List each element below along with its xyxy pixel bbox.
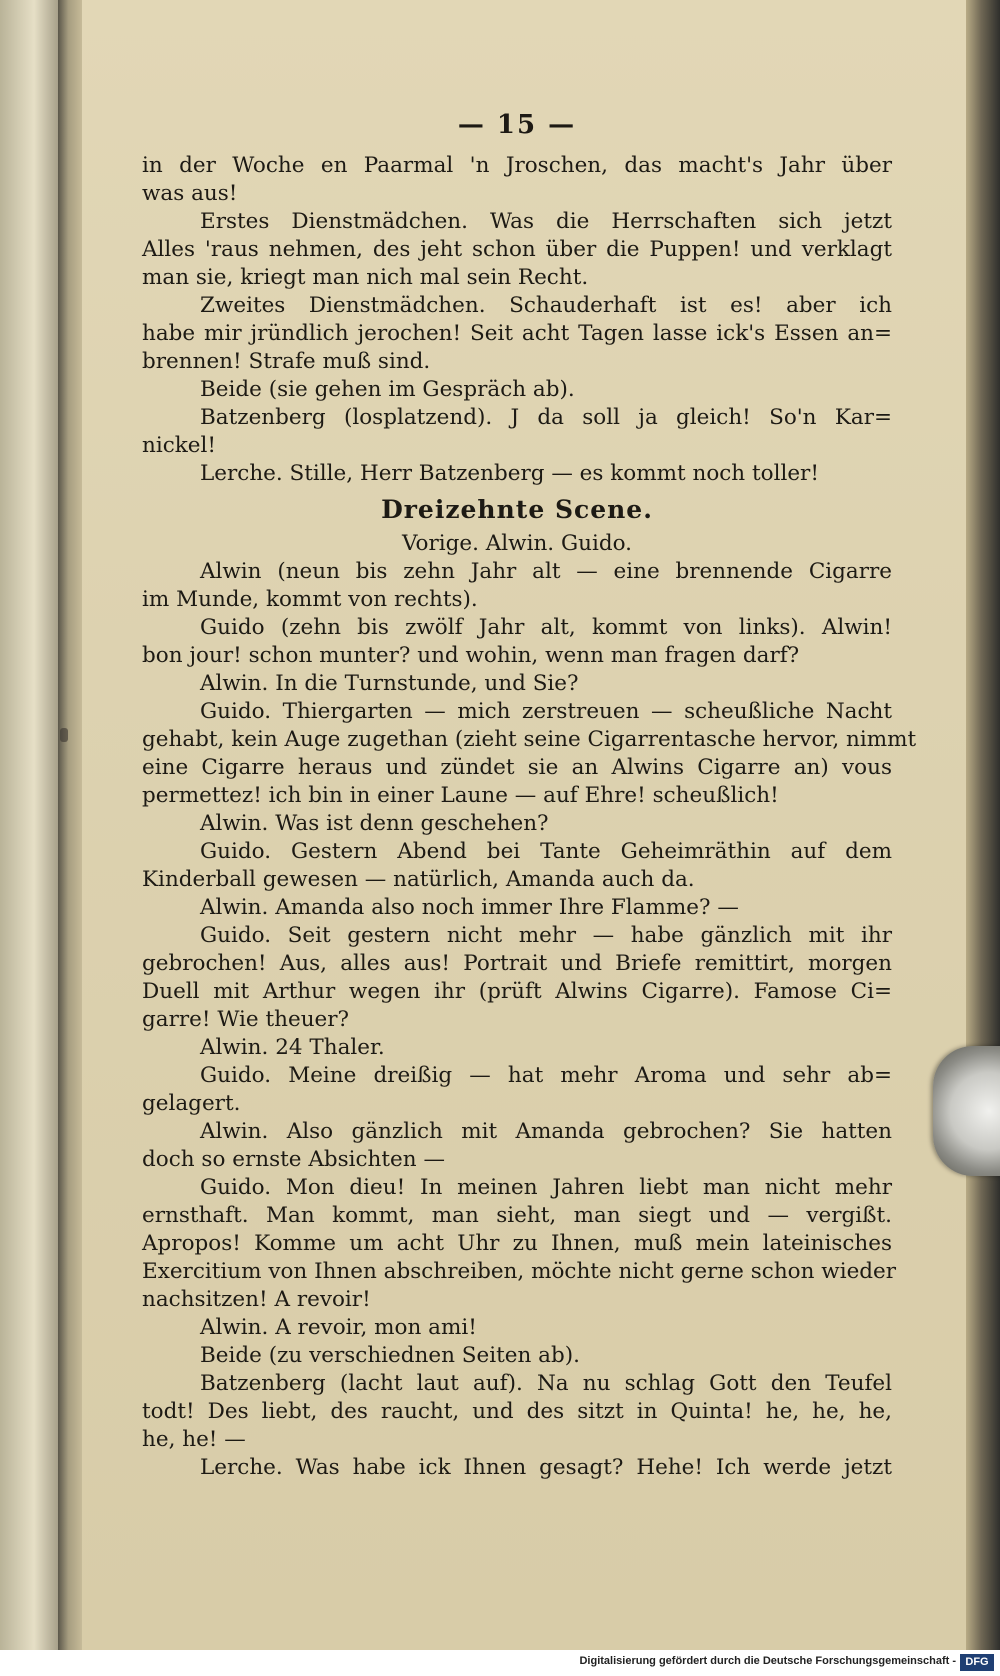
text-line: Guido. Thiergarten — mich zerstreuen — scheußliche Nacht (200, 699, 892, 724)
text-line: Apropos! Komme um acht Uhr zu Ihnen, muß mein lateinisches (142, 1231, 892, 1256)
text-line: im Munde, kommt von rechts). (142, 587, 478, 612)
text-line: Alwin. A revoir, mon ami! (200, 1315, 477, 1340)
text-line: Lerche. Was habe ick Ihnen gesagt? Hehe! Ich werde jetzt (200, 1455, 892, 1480)
text-line: Guido. Seit gestern nicht mehr — habe gänzlich mit ihr (200, 923, 892, 948)
text-line: he, he! — (142, 1427, 246, 1452)
text-block-before-scene (142, 152, 892, 488)
text-line: Guido. Mon dieu! In meinen Jahren liebt man nicht mehr (200, 1175, 892, 1200)
text-line: Duell mit Arthur wegen ihr (prüft Alwins Cigarre). Famose Ci= (142, 979, 892, 1004)
page-edge-shadow (966, 0, 1000, 1650)
scene-heading: Dreizehnte Scene. (381, 495, 653, 524)
book-gutter (58, 0, 84, 1650)
text-line: habe mir jründlich jerochen! Seit acht Tagen lasse ick's Essen an= (142, 321, 892, 346)
text-line: todt! Des liebt, des raucht, und des sitzt in Quinta! he, he, he, (142, 1399, 892, 1424)
page-clip (933, 1046, 1000, 1176)
text-line: gehabt, kein Auge zugethan (zieht seine Cigarrentasche hervor, nimmt (142, 727, 917, 752)
text-line: Alwin. In die Turnstunde, und Sie? (200, 671, 579, 696)
text-line: Beide (sie gehen im Gespräch ab). (200, 377, 575, 402)
page-text (142, 102, 917, 1482)
text-line: garre! Wie theuer? (142, 1007, 350, 1032)
text-line: Alwin. Was ist denn geschehen? (200, 811, 549, 836)
text-line: man sie, kriegt man nich mal sein Recht. (142, 265, 589, 290)
text-line: Erstes Dienstmädchen. Was die Herrschaften sich jetzt (200, 209, 892, 234)
text-line: gelagert. (142, 1091, 241, 1116)
text-line: Guido (zehn bis zwölf Jahr alt, kommt von links). Alwin! (200, 615, 892, 640)
text-line: nickel! (142, 433, 217, 458)
text-line: Beide (zu verschiednen Seiten ab). (200, 1343, 580, 1368)
text-line: doch so ernste Absichten — (142, 1147, 445, 1172)
text-line: eine Cigarre heraus und zündet sie an Alwins Cigarre an) vous (142, 755, 892, 780)
text-line: gebrochen! Aus, alles aus! Portrait und Briefe remittirt, morgen (142, 951, 892, 976)
funding-notice: Digitalisierung gefördert durch die Deutsche Forschungsgemeinschaft - (579, 1655, 956, 1667)
text-line: Guido. Gestern Abend bei Tante Geheimräthin auf dem (200, 839, 892, 864)
text-line: Kinderball gewesen — natürlich, Amanda auch da. (142, 867, 695, 892)
text-line: in der Woche en Paarmal 'n Jroschen, das macht's Jahr über (142, 153, 892, 178)
text-block-scene (142, 530, 917, 1482)
footer-bar (0, 1650, 1000, 1676)
text-line: Guido. Meine dreißig — hat mehr Aroma und sehr ab= (200, 1063, 892, 1088)
text-line: was aus! (142, 181, 238, 206)
text-line: nachsitzen! A revoir! (142, 1287, 371, 1312)
text-line: Batzenberg (lacht laut auf). Na nu schlag Gott den Teufel (200, 1371, 892, 1396)
dfg-logo: DFG (960, 1654, 994, 1671)
text-line: Exercitium von Ihnen abschreiben, möchte nicht gerne schon wieder (142, 1259, 897, 1284)
text-line: Alwin. Also gänzlich mit Amanda gebrochen? Sie hatten (200, 1119, 892, 1144)
text-line: Alwin (neun bis zehn Jahr alt — eine brennende Cigarre (200, 559, 892, 584)
ink-spot (60, 728, 68, 742)
text-line: permettez! ich bin in einer Laune — auf Ehre! scheußlich! (142, 783, 779, 808)
text-line: bon jour! schon munter? und wohin, wenn man fragen darf? (142, 643, 800, 668)
text-line: Alwin. Amanda also noch immer Ihre Flamme? — (200, 895, 739, 920)
text-line: Batzenberg (losplatzend). J da soll ja gleich! So'n Kar= (200, 405, 892, 430)
text-line: Alles 'raus nehmen, des jeht schon über die Puppen! und verklagt (142, 237, 892, 262)
text-line: brennen! Strafe muß sind. (142, 349, 431, 374)
page-number: — 15 — (457, 110, 577, 140)
left-page-edge (0, 0, 62, 1650)
text-line: Lerche. Stille, Herr Batzenberg — es kommt noch toller! (200, 461, 819, 486)
text-line: Alwin. 24 Thaler. (200, 1035, 385, 1060)
text-line: ernsthaft. Man kommt, man sieht, man siegt und — vergißt. (142, 1203, 892, 1228)
text-line: Vorige. Alwin. Guido. (401, 531, 633, 556)
text-line: Zweites Dienstmädchen. Schauderhaft ist es! aber ich (200, 293, 892, 318)
